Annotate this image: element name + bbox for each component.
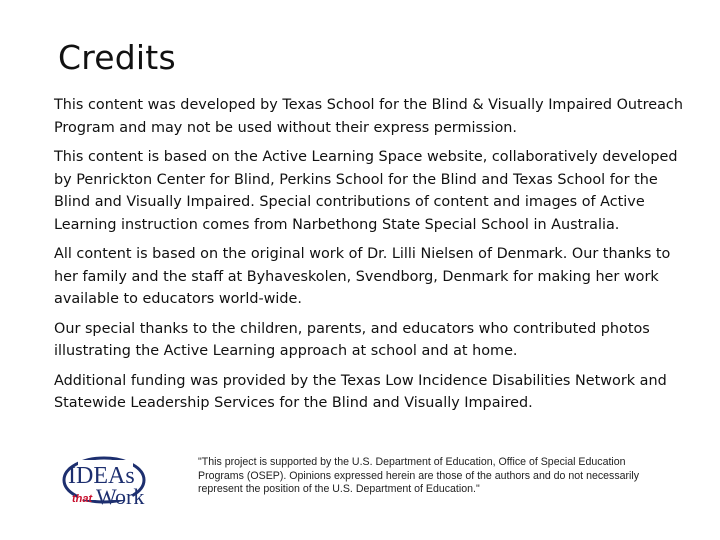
credits-paragraph: Additional funding was provided by the Texas Low Incidence Disabilities Network and Statewide Leadership Services for the Blind and Visually Impaired. [54,372,667,411]
credits-body [54,94,694,422]
credits-paragraph: This content is based on the Active Learning Space website, collaboratively developed by Penrickton Center for Blind, Perkins School for the Blind and Texas School for the Blind and Visually Impaired. Special contributions of content and images of Active Learning instruction comes from Narbethong State Special School in Australia. [54,149,678,233]
logo-that-text: that [72,493,93,505]
page-title: Credits [58,38,176,77]
credits-paragraph: All content is based on the original work of Dr. Lilli Nielsen of Denmark. Our thanks to her family and the staff at Byhaveskolen, Svendborg, Denmark for making her work available to educators world-wide. [54,246,671,307]
ideas-that-work-logo [58,450,158,510]
logo-ideas-text: IDEAs [68,463,135,489]
logo-work-text: Work [96,484,145,509]
credits-paragraph: This content was developed by Texas School for the Blind & Visually Impaired Outreach Program and may not be used without their express permission. [54,97,683,136]
osep-disclaimer: "This project is supported by the U.S. Department of Education, Office of Special Education Programs (OSEP). Opinions expressed herein are those of the authors and do not necessarily represent the position of the U.S. Department of Education." [198,456,640,495]
credits-paragraph: Our special thanks to the children, parents, and educators who contributed photos illustrating the Active Learning approach at school and at home. [54,320,650,359]
